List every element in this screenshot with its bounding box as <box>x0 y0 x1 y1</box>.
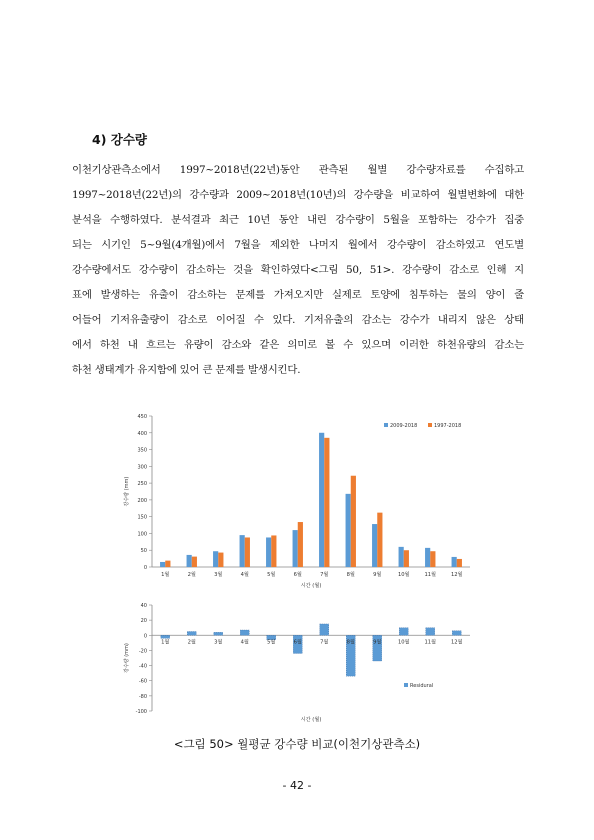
legend-swatch <box>428 423 432 427</box>
y-tick-label: 450 <box>137 414 147 420</box>
bar-1-1 <box>165 561 170 567</box>
bar-1-0 <box>319 433 324 567</box>
paragraph-line: 1997~2018년(22년)의 강수량과 2009~2018년(10년)의 강수량을 비교하여 월별변화에 대한 <box>72 189 524 201</box>
legend-swatch <box>384 423 388 427</box>
x-tick-label: 10월 <box>397 572 410 578</box>
paragraph-line: 되는 시기인 5~9월(4개월)에서 7월을 제외한 나머지 월에서 강수량이 감소하였고 연도별 <box>72 239 524 251</box>
bar-1-1 <box>218 553 223 567</box>
y-tick-label: -60 <box>138 678 147 685</box>
x-tick-label: 9월 <box>373 639 382 646</box>
y-tick-label: 20 <box>140 618 147 625</box>
bar-1-1 <box>377 513 382 567</box>
bar-1-0 <box>160 562 165 567</box>
x-tick-label: 3월 <box>214 639 223 646</box>
legend-label: 1997-2018 <box>434 423 462 429</box>
bar-1-1 <box>404 550 409 567</box>
x-axis-title: 시간 (월) <box>300 583 322 589</box>
bar-1-0 <box>266 537 271 567</box>
y-tick-label: -80 <box>138 693 147 700</box>
bar-1-1 <box>271 535 276 567</box>
y-tick-label: 200 <box>137 497 147 504</box>
x-tick-label: 8월 <box>346 572 355 578</box>
residual-precipitation-chart <box>122 600 474 725</box>
y-tick-label: 150 <box>137 514 147 521</box>
bar-1-0 <box>240 535 245 567</box>
bar-1-1 <box>245 537 250 567</box>
bar-2-0 <box>452 631 461 636</box>
legend-label: Residural <box>410 683 434 689</box>
bar-2-0 <box>426 628 435 636</box>
paragraph-line: 분석을 수행하였다. 분석결과 최근 10년 동안 내린 강수량이 5월을 포함하는 강수가 집중 <box>72 214 524 226</box>
bar-2-0 <box>214 632 223 635</box>
x-tick-label: 3월 <box>214 572 223 578</box>
x-tick-label: 10월 <box>397 639 410 646</box>
x-tick-label: 1월 <box>161 572 170 578</box>
x-tick-label: 2월 <box>187 639 196 646</box>
y-tick-label: -20 <box>138 648 147 655</box>
bar-1-0 <box>346 494 351 567</box>
bar-1-0 <box>213 551 218 567</box>
y-tick-label: 300 <box>137 464 147 471</box>
x-tick-label: 9월 <box>373 572 382 578</box>
paragraph-line: 에서 하천 내 흐르는 유량이 감소와 같은 의미로 볼 수 있으며 이러한 하천유량의 감소는 <box>72 339 524 351</box>
bar-1-1 <box>298 522 303 567</box>
x-tick-label: 6월 <box>293 639 302 646</box>
x-tick-label: 2월 <box>187 572 196 578</box>
x-tick-label: 11월 <box>424 639 437 646</box>
x-tick-label: 7월 <box>320 572 329 578</box>
x-axis-title: 시간 (월) <box>300 717 322 723</box>
y-axis-title: 강수량 (mm) <box>124 476 130 507</box>
bar-2-0 <box>161 635 170 638</box>
y-tick-label: 250 <box>137 481 147 488</box>
y-tick-label: 0 <box>143 565 147 571</box>
x-tick-label: 12월 <box>450 572 463 578</box>
x-tick-label: 4월 <box>240 639 249 646</box>
x-tick-label: 11월 <box>424 572 437 578</box>
bar-1-1 <box>351 476 356 567</box>
bar-1-0 <box>187 555 192 567</box>
bar-2-0 <box>320 624 329 635</box>
bar-1-1 <box>324 438 329 567</box>
monthly-precipitation-chart <box>122 410 474 592</box>
x-tick-label: 12월 <box>450 639 463 646</box>
bar-2-0 <box>240 630 249 635</box>
x-tick-label: 7월 <box>320 639 329 646</box>
y-tick-label: 400 <box>137 430 147 437</box>
paragraph-line: 표에 발생하는 유출이 감소하는 문제를 가져오지만 실제로 토양에 침투하는 물의 양이 줄 <box>72 289 524 301</box>
body-paragraph <box>72 158 524 383</box>
figure-caption: <그림 50> 월평균 강수량 비교(이천기상관측소) <box>173 737 421 751</box>
bar-1-1 <box>430 551 435 567</box>
paragraph-line: 이천기상관측소에서 1997~2018년(22년)동안 관측된 월별 강수량자료를 수집하고 <box>72 164 524 176</box>
x-tick-label: 5월 <box>267 572 276 578</box>
y-tick-label: -40 <box>138 663 147 670</box>
x-tick-label: 1월 <box>161 639 170 646</box>
x-tick-label: 6월 <box>293 572 302 578</box>
y-tick-label: 0 <box>143 633 147 640</box>
bar-2-0 <box>187 632 196 636</box>
page-number: - 42 - <box>282 779 312 792</box>
x-tick-label: 4월 <box>240 572 249 578</box>
x-tick-label: 8월 <box>346 639 355 646</box>
bar-1-0 <box>452 557 457 567</box>
legend-label: 2009-2018 <box>390 423 418 429</box>
bar-1-1 <box>192 557 197 567</box>
bar-1-0 <box>293 530 298 567</box>
legend-swatch <box>404 683 408 687</box>
bar-1-0 <box>425 548 430 567</box>
x-tick-label: 5월 <box>267 639 276 646</box>
paragraph-line: 어들어 기저유출량이 감소로 이어질 수 있다. 기저유출의 감소는 강수가 내리지 않은 상태 <box>72 314 524 326</box>
y-axis-title: 강수량 (mm) <box>124 643 130 673</box>
bar-1-0 <box>372 524 377 567</box>
paragraph-line: 하천 생태계가 유지함에 있어 큰 문제를 발생시킨다. <box>72 364 301 376</box>
section-heading: 4) 강수량 <box>92 132 147 147</box>
y-tick-label: 100 <box>137 531 147 538</box>
bar-2-0 <box>399 628 408 636</box>
y-tick-label: 350 <box>137 447 147 454</box>
y-tick-label: 40 <box>140 603 147 609</box>
bar-1-1 <box>457 559 462 567</box>
bar-1-0 <box>399 547 404 567</box>
y-tick-label: -100 <box>135 709 147 715</box>
paragraph-line: 강수량에서도 강수량이 감소하는 것을 확인하였다<그림 50, 51>. 강수량이 감소로 인해 지 <box>72 264 524 276</box>
y-tick-label: 50 <box>140 548 147 555</box>
